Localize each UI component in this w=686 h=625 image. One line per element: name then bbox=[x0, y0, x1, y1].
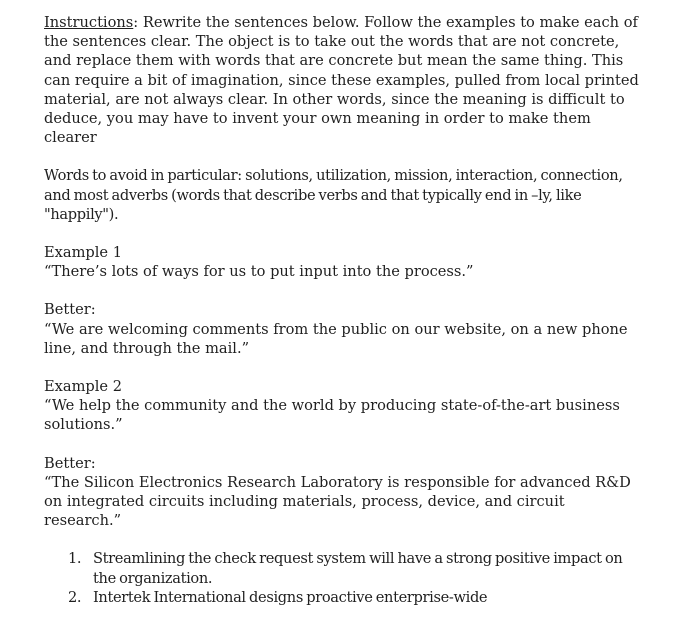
list-item-number: 1. bbox=[68, 550, 82, 568]
instructions-text: : Rewrite the sentences below. Follow the examples to make each of the sentences clear. The object is to take out the words that are not concrete, and replace them with words that are concrete but mean the same thing. This can require a bit of imagination, since these examples, pulled from local printed material, are not always clear. In other words, since the meaning is difficult to deduce, you may have to invent your own meaning in order to make them clearer bbox=[44, 14, 639, 147]
list-item-text: Streamlining the check request system will have a strong positive impact on the organization. bbox=[93, 550, 623, 587]
example-2-better-label: Better: bbox=[44, 454, 96, 472]
example-1-heading: Example 1 bbox=[44, 244, 122, 262]
instructions-paragraph bbox=[44, 13, 644, 147]
example-1-better-text: “We are welcoming comments from the public on our website, on a new phone line, and through the mail.” bbox=[44, 320, 628, 357]
list-item-number: 2. bbox=[68, 588, 82, 606]
list-item-text: Intertek International designs proactive enterprise-wide bbox=[93, 588, 488, 606]
exercise-list bbox=[44, 549, 644, 607]
document-body bbox=[44, 13, 644, 607]
avoid-paragraph: Words to avoid in particular: solutions, utilization, mission, interaction, connection, and most adverbs (words that describe verbs and that typically end in –ly, like "happily"). bbox=[44, 167, 623, 223]
example-2-quote: “We help the community and the world by producing state-of-the-art business solutions.” bbox=[44, 397, 620, 434]
list-item bbox=[44, 588, 644, 607]
example-1-quote: “There’s lots of ways for us to put input into the process.” bbox=[44, 263, 474, 281]
instructions-label: Instructions bbox=[44, 14, 134, 31]
example-2-heading: Example 2 bbox=[44, 378, 122, 396]
list-item bbox=[44, 549, 644, 587]
example-2-better-text: “The Silicon Electronics Research Laboratory is responsible for advanced R&D on integrated circuits including materials, process, device, and circuit research.” bbox=[44, 473, 631, 530]
example-1-better-label: Better: bbox=[44, 301, 96, 319]
